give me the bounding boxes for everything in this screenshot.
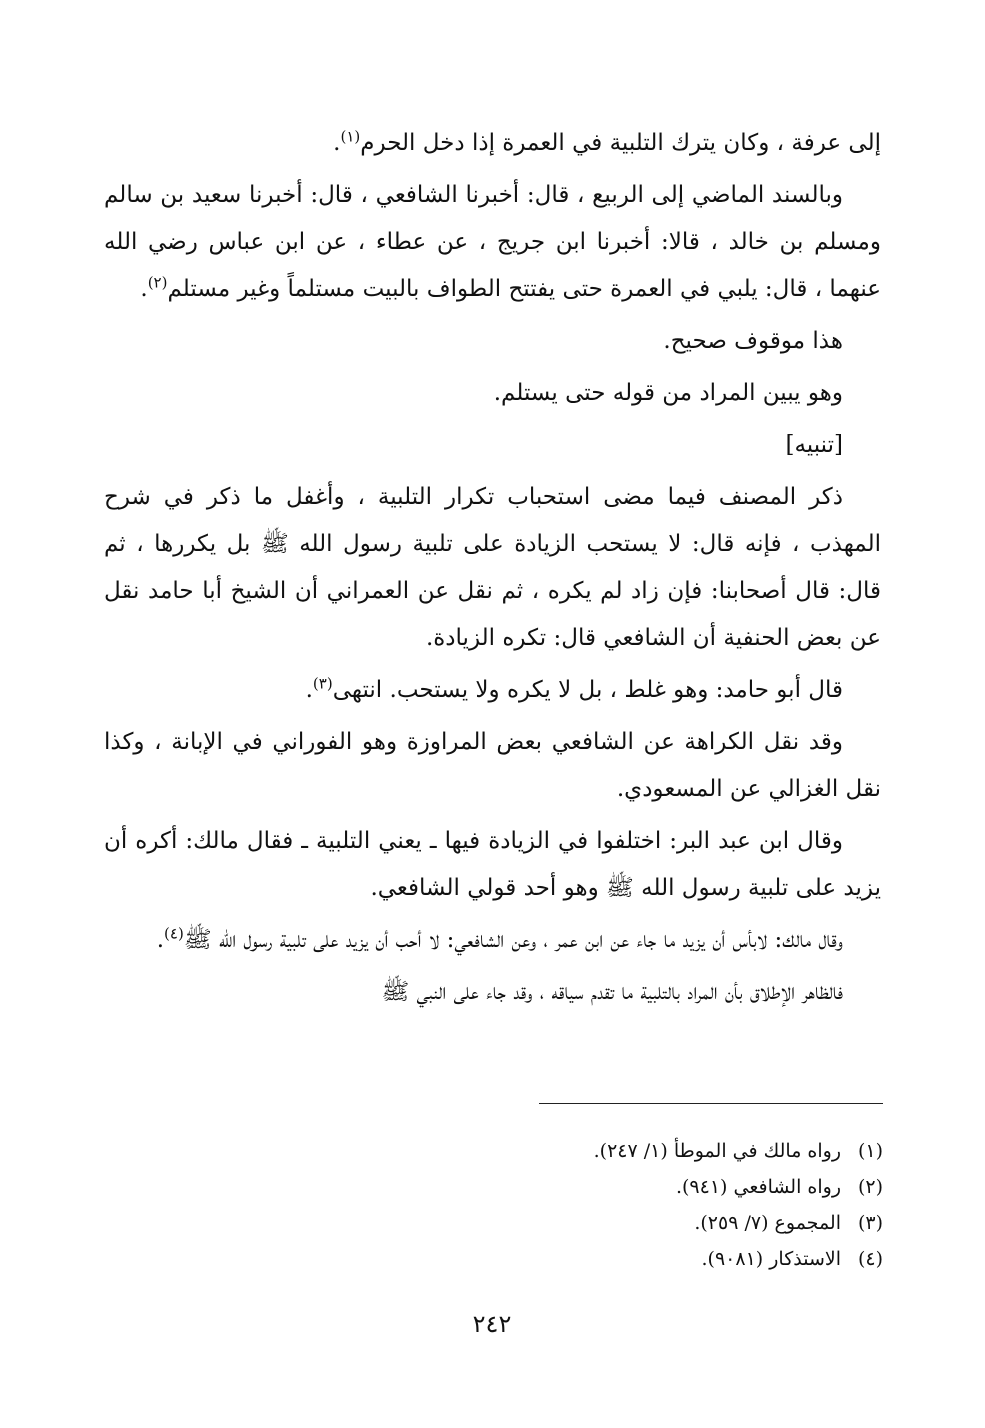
footnote-item	[300, 1169, 883, 1205]
footnote-reference: (١)	[340, 127, 361, 146]
paragraph-text: وبالسند الماضي إلى الربيع ، قال: أخبرنا الشافعي ، قال: أخبرنا سعيد بن سالم ومسلم بن خالد ، قالا: أخبرنا ابن جريج ، عن عطاء ، عن ابن عباس رضي الله عنهما ، قال: يلبي في العمرة حتى يفتتح الطواف بالبيت مستلماً وغير مستلم	[104, 182, 881, 302]
page-number: ٢٤٢	[472, 1310, 512, 1338]
paragraph	[104, 667, 881, 714]
paragraph	[104, 474, 881, 662]
paragraph-text: فالظاهر الإطلاق بأن المراد بالتلبية ما تقدم سياقه ، وقد جاء على النبي ﷺ	[381, 979, 843, 1005]
paragraph-tail: .	[333, 130, 341, 156]
paragraph-text: هذا موقوف صحيح.	[663, 328, 843, 354]
footnote-reference: (٤)	[164, 924, 184, 943]
footnote-item	[300, 1133, 883, 1169]
footnote-divider	[539, 1103, 883, 1104]
footnote-item	[300, 1241, 883, 1277]
paragraph-text: وقال مالك: لابأس أن يزيد ما جاء عن ابن عمر ، وعن الشافعي: لا أحب أن يزيد على تلبية رسول الله ﷺ	[183, 927, 843, 953]
paragraph-text: وقال ابن عبد البر: اختلفوا في الزيادة فيها ـ يعني التلبية ـ فقال مالك: أكره أن يزيد على تلبية رسول الله ﷺ وهو أحد قولي الشافعي.	[104, 828, 881, 901]
footnote-number: (٢)	[857, 1176, 883, 1198]
paragraph	[104, 818, 881, 912]
footnote-number: (١)	[857, 1140, 883, 1162]
footnote-text: رواه الشافعي (٩٤١).	[675, 1176, 841, 1198]
footnote-number: (٣)	[857, 1212, 883, 1234]
paragraph-text: إلى عرفة ، وكان يترك التلبية في العمرة إذا دخل الحرم	[360, 130, 881, 156]
footnote-item	[300, 1205, 883, 1241]
paragraph	[104, 719, 881, 813]
footnote-number: (٤)	[857, 1248, 883, 1270]
paragraph-text: وهو يبين المراد من قوله حتى يستلم.	[493, 380, 843, 406]
main-text	[104, 120, 881, 1021]
paragraph-tail: .	[140, 276, 148, 302]
footnote-text: الاستذكار (٩٠٨١).	[701, 1248, 841, 1270]
paragraph	[104, 172, 881, 313]
paragraph-tail: .	[156, 927, 165, 953]
paragraph	[104, 370, 881, 417]
paragraph-text: قال أبو حامد: وهو غلط ، بل لا يكره ولا يستحب. انتهى	[332, 677, 843, 703]
paragraph	[104, 120, 881, 167]
paragraph-text: ذكر المصنف فيما مضى استحباب تكرار التلبية ، وأغفل ما ذكر في شرح المهذب ، فإنه قال: لا يستحب الزيادة على تلبية رسول الله ﷺ بل يكررها ، ثم قال: قال أصحابنا: فإن زاد لم يكره ، ثم نقل عن العمراني أن الشيخ أبا حامد نقل عن بعض الحنفية أن الشافعي قال: تكره الزيادة.	[104, 484, 881, 651]
paragraph-text: وقد نقل الكراهة عن الشافعي بعض المراوزة وهو الفوراني في الإبانة ، وكذا نقل الغزالي عن المسعودي.	[104, 729, 881, 802]
paragraph	[104, 917, 881, 964]
section-heading	[104, 422, 881, 469]
paragraph	[104, 318, 881, 365]
paragraph-tail: .	[305, 677, 313, 703]
footnote-text: المجموع (٧/ ٢٥٩).	[694, 1212, 841, 1234]
paragraph	[104, 969, 881, 1016]
footnote-reference: (٢)	[147, 273, 168, 292]
paragraph-text: [تنبيه]	[785, 432, 843, 458]
footnotes	[300, 1133, 883, 1277]
footnote-text: رواه مالك في الموطأ (١/ ٢٤٧).	[593, 1140, 841, 1162]
footnote-reference: (٣)	[312, 674, 333, 693]
